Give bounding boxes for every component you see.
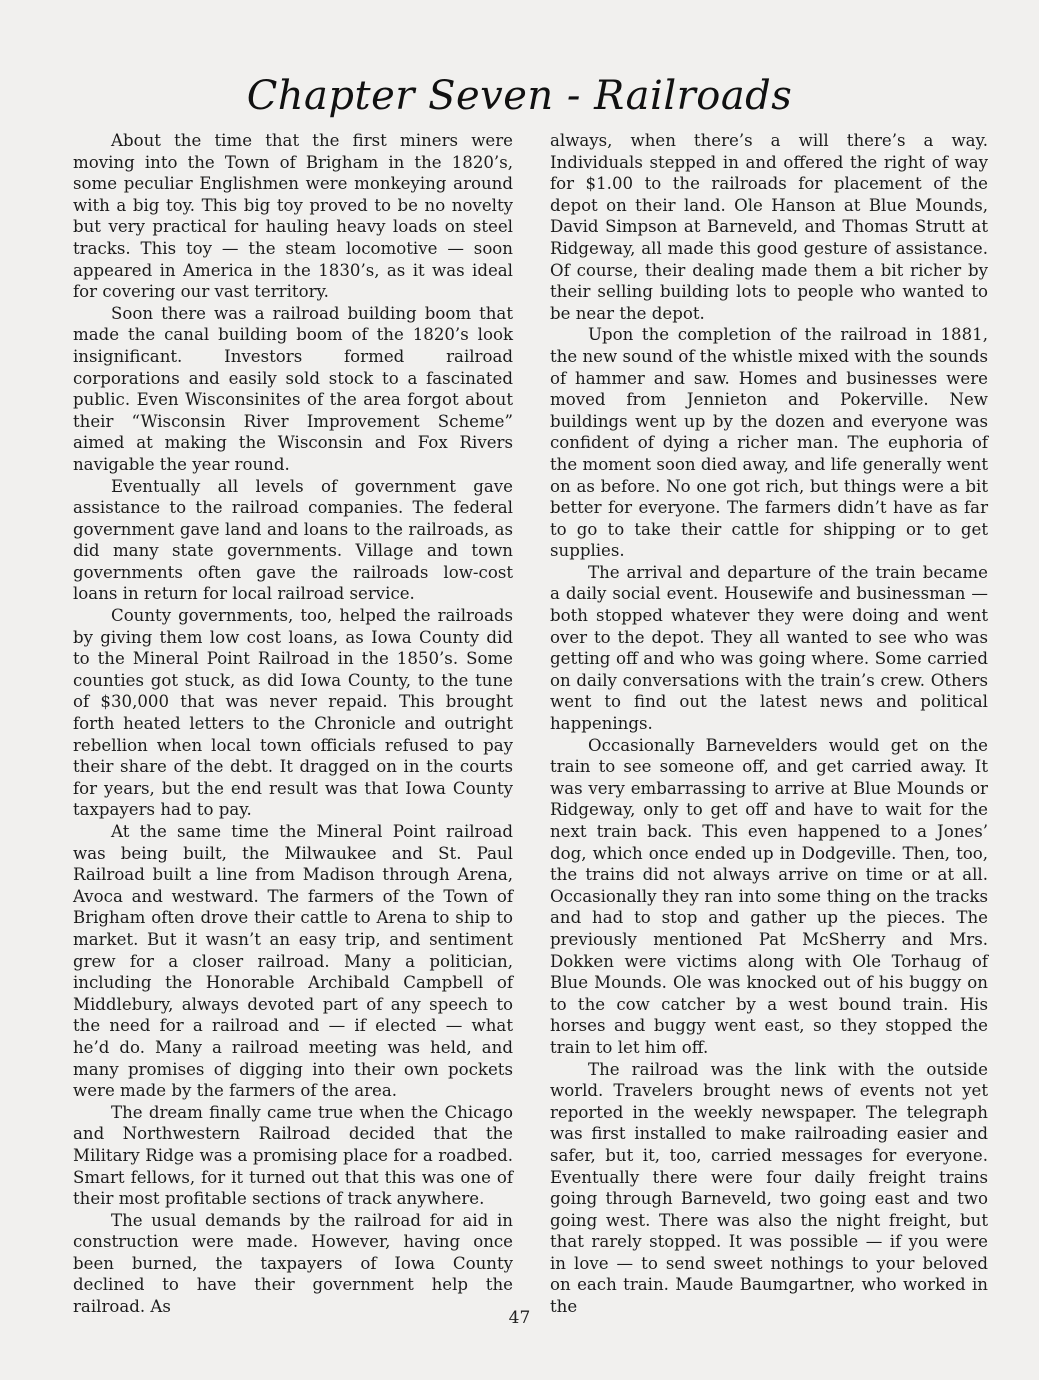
paragraph: Soon there was a railroad building boom that made the canal building boom of the 1820’s look insignificant. Investors formed railroad corporations and easily sold stock to a fascinated public. Even Wisconsinites of the area forgot about their “Wisconsin River Improvement Scheme” aimed at making the Wisconsin and Fox Rivers navigable the year round. <box>73 303 513 474</box>
paragraph: County governments, too, helped the railroads by giving them low cost loans, as Iowa County did to the Mineral Point Railroad in the 1850’s. Some counties got stuck, as did Iowa County, to the tune of $30,000 that was never repaid. This brought forth heated letters to the Chronicle and outright rebellion when local town officials refused to pay their share of the debt. It dragged on in the courts for years, but the end result was that Iowa County taxpayers had to pay. <box>73 606 513 820</box>
right-column <box>550 130 988 1318</box>
paragraph: The usual demands by the railroad for aid in construction were made. However, having once been burned, the taxpayers of Iowa County declined to have their government help the railroad. As <box>73 1210 513 1317</box>
paragraph: The arrival and departure of the train became a daily social event. Housewife and businessman — both stopped whatever they were doing and went over to the depot. They all wanted to see who was getting off and who was going where. Some carried on daily conversations with the train’s crew. Others went to find out the latest news and political happenings. <box>550 562 988 734</box>
left-column <box>73 130 513 1318</box>
chapter-title: Chapter Seven - Railroads <box>246 73 793 119</box>
paragraph: Upon the completion of the railroad in 1881, the new sound of the whistle mixed with the sounds of hammer and saw. Homes and businesses were moved from Jennieton and Pokerville. New buildings went up by the dozen and everyone was confident of dying a richer man. The euphoria of the moment soon died away, and life generally went on as before. No one got rich, but things were a bit better for everyone. The farmers didn’t have as far to go to take their cattle for shipping or to get supplies. <box>550 325 988 561</box>
page-number: 47 <box>508 1308 531 1328</box>
paragraph: The dream finally came true when the Chicago and Northwestern Railroad decided that the Military Ridge was a promising place for a roadbed. Smart fellows, for it turned out that this was one of their most profitable sections of track anywhere. <box>73 1102 513 1209</box>
paragraph: At the same time the Mineral Point railroad was being built, the Milwaukee and St. Paul Railroad built a line from Madison through Arena, Avoca and westward. The farmers of the Town of Brigham often drove their cattle to Arena to ship to market. But it wasn’t an easy trip, and sentiment grew for a closer railroad. Many a politician, including the Honorable Archibald Campbell of Middlebury, always devoted part of any speech to the need for a railroad and — if elected — what he’d do. Many a railroad meeting was held, and many promises of digging into their own pockets were made by the farmers of the area. <box>73 822 513 1101</box>
paragraph: Occasionally Barnevelders would get on the train to see someone off, and get carried away. It was very embarrassing to arrive at Blue Mounds or Ridgeway, only to get off and have to wait for the next train back. This even happened to a Jones’ dog, which once ended up in Dodgeville. Then, too, the trains did not always arrive on time or at all. Occasionally they ran into some thing on the tracks and had to stop and gather up the pieces. The previously mentioned Pat McSherry and Mrs. Dokken were victims along with Ole Torhaug of Blue Mounds. Ole was knocked out of his buggy on to the cow catcher by a west bound train. His horses and buggy went east, so they stopped the train to let him off. <box>550 735 988 1057</box>
paragraph: About the time that the first miners were moving into the Town of Brigham in the 1820’s, some peculiar Englishmen were monkeying around with a big toy. This big toy proved to be no novelty but very practical for hauling heavy loads on steel tracks. This toy — the steam locomotive — soon appeared in America in the 1830’s, as it was ideal for covering our vast territory. <box>73 131 513 302</box>
paragraph: Eventually all levels of government gave assistance to the railroad companies. The federal government gave land and loans to the railroads, as did many state governments. Village and town governments often gave the railroads low-cost loans in return for local railroad service. <box>73 476 513 604</box>
paragraph: The railroad was the link with the outside world. Travelers brought news of events not yet reported in the weekly newspaper. The telegraph was first installed to make railroading easier and safer, but it, too, carried messages for everyone. Eventually there were four daily freight trains going through Barneveld, two going east and two going west. There was also the night freight, but that rarely stopped. It was possible — if you were in love — to send sweet nothings to your beloved on each train. Maude Baumgartner, who worked in the <box>550 1059 988 1317</box>
paragraph-continued: always, when there’s a will there’s a way. Individuals stepped in and offered the right of way for $1.00 to the railroads for placement of the depot on their land. Ole Hanson at Blue Mounds, David Simpson at Barneveld, and Thomas Strutt at Ridgeway, all made this good gesture of assistance. Of course, their dealing made them a bit richer by their selling building lots to people who wanted to be near the depot. <box>550 131 988 323</box>
